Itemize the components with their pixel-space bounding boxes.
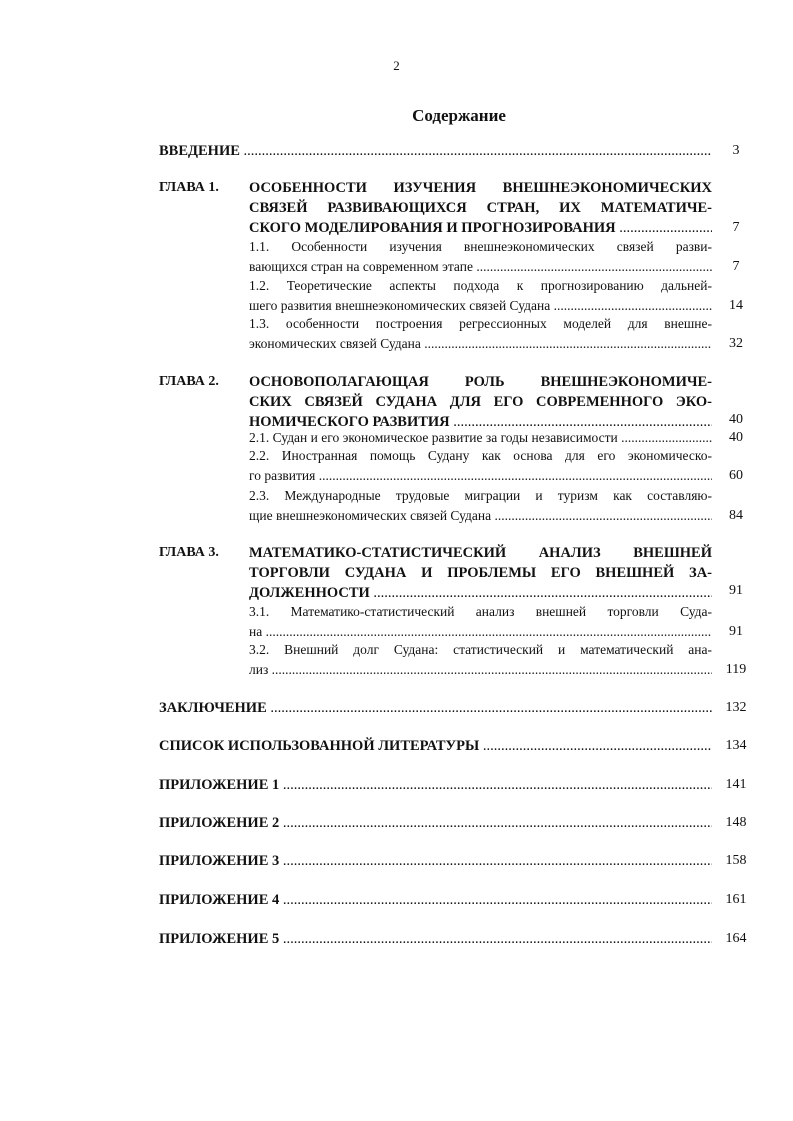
chapter-title [249, 543, 712, 603]
section-line: 2.1. Судан и его экономическое развитие за годы независимости ..... [249, 428, 712, 448]
entry-page: 158 [725, 853, 747, 868]
entry-page: 132 [725, 700, 747, 715]
entry-text: ПРИЛОЖЕНИЕ 2 ..... [159, 813, 712, 833]
section-line: экономических связей Судана ..... [249, 334, 712, 354]
chapter-title-line: ОСНОВОПОЛАГАЮЩАЯ РОЛЬ ВНЕШНЕЭКОНОМИЧЕ- [249, 374, 712, 390]
toc-title: Содержание [412, 106, 506, 125]
entry-page: 164 [725, 931, 747, 946]
chapter-label: ГЛАВА 1. [159, 180, 219, 195]
section-page: 7 [732, 259, 740, 274]
chapter-title-line: СКОГО МОДЕЛИРОВАНИЯ И ПРОГНОЗИРОВАНИЯ ..... [249, 218, 712, 238]
section-page: 91 [729, 624, 743, 639]
chapter-title-line: СВЯЗЕЙ РАЗВИВАЮЩИХСЯ СТРАН, ИХ МАТЕМАТИЧЕ- [249, 200, 712, 216]
section-line: 1.3. особенности построения регрессионных моделей для внешне- [249, 316, 712, 331]
chapter-page: 40 [729, 412, 743, 427]
section-line: 2.3. Международные трудовые миграции и туризм как составляю- [249, 488, 712, 503]
entry-text: ПРИЛОЖЕНИЕ 3 ..... [159, 851, 712, 871]
section-page: 60 [729, 468, 743, 483]
section-line: лиз ..... [249, 660, 712, 680]
section-page: 14 [729, 298, 743, 313]
section-line: щие внешнеэкономических связей Судана ..... [249, 506, 712, 526]
section-text [249, 640, 712, 680]
page-number: 2 [393, 58, 400, 73]
chapter-label: ГЛАВА 3. [159, 545, 219, 560]
chapter-page: 7 [732, 220, 740, 235]
entry-text: ПРИЛОЖЕНИЕ 5 ..... [159, 929, 712, 949]
entry-text: ПРИЛОЖЕНИЕ 1 ..... [159, 775, 712, 795]
entry-page: 141 [725, 777, 747, 792]
section-line: вающихся стран на современном этапе ..... [249, 257, 712, 277]
section-page: 84 [729, 508, 743, 523]
chapter-title-line: МАТЕМАТИКО-СТАТИСТИЧЕСКИЙ АНАЛИЗ ВНЕШНЕЙ [249, 545, 712, 561]
section-text [249, 428, 712, 448]
chapter-title-line: ДОЛЖЕННОСТИ ..... [249, 583, 712, 603]
entry-text: ЗАКЛЮЧЕНИЕ ..... [159, 698, 712, 718]
section-text [249, 446, 712, 486]
entry-text: СПИСОК ИСПОЛЬЗОВАННОЙ ЛИТЕРАТУРЫ ..... [159, 736, 712, 756]
entry-text: ПРИЛОЖЕНИЕ 4 ..... [159, 890, 712, 910]
chapter-title-line: НОМИЧЕСКОГО РАЗВИТИЯ ..... [249, 412, 712, 432]
section-text [249, 314, 712, 354]
section-line: 1.1. Особенности изучения внешнеэкономических связей разви- [249, 239, 712, 254]
section-text [249, 602, 712, 642]
chapter-label: ГЛАВА 2. [159, 374, 219, 389]
section-line: 1.2. Теоретические аспекты подхода к прогнозированию дальней- [249, 278, 712, 293]
section-page: 119 [725, 662, 747, 677]
section-text [249, 486, 712, 526]
entry-page: 161 [725, 892, 747, 907]
section-line: 3.2. Внешний долг Судана: статистический и математический ана- [249, 642, 712, 657]
chapter-title-line: ТОРГОВЛИ СУДАНА И ПРОБЛЕМЫ ЕГО ВНЕШНЕЙ ЗА- [249, 565, 712, 581]
section-line: 2.2. Иностранная помощь Судану как основа для его экономическо- [249, 448, 712, 463]
section-line: шего развития внешнеэкономических связей Судана ..... [249, 296, 712, 316]
section-page: 32 [729, 336, 743, 351]
entry-page: 3 [732, 143, 740, 158]
chapter-title-line: ОСОБЕННОСТИ ИЗУЧЕНИЯ ВНЕШНЕЭКОНОМИЧЕСКИХ [249, 180, 712, 196]
entry-text: ВВЕДЕНИЕ ..... [159, 141, 712, 161]
chapter-title-line: СКИХ СВЯЗЕЙ СУДАНА ДЛЯ ЕГО СОВРЕМЕННОГО ЭКО- [249, 394, 712, 410]
section-line: на ..... [249, 622, 712, 642]
section-text [249, 237, 712, 277]
section-page: 40 [729, 430, 743, 445]
entry-page: 148 [725, 815, 747, 830]
section-line: 3.1. Математико-статистический анализ внешней торговли Суда- [249, 604, 712, 619]
section-line: го развития ..... [249, 466, 712, 486]
entry-page: 134 [725, 738, 747, 753]
chapter-title [249, 372, 712, 432]
chapter-title [249, 178, 712, 238]
section-text [249, 276, 712, 316]
chapter-page: 91 [729, 583, 743, 598]
